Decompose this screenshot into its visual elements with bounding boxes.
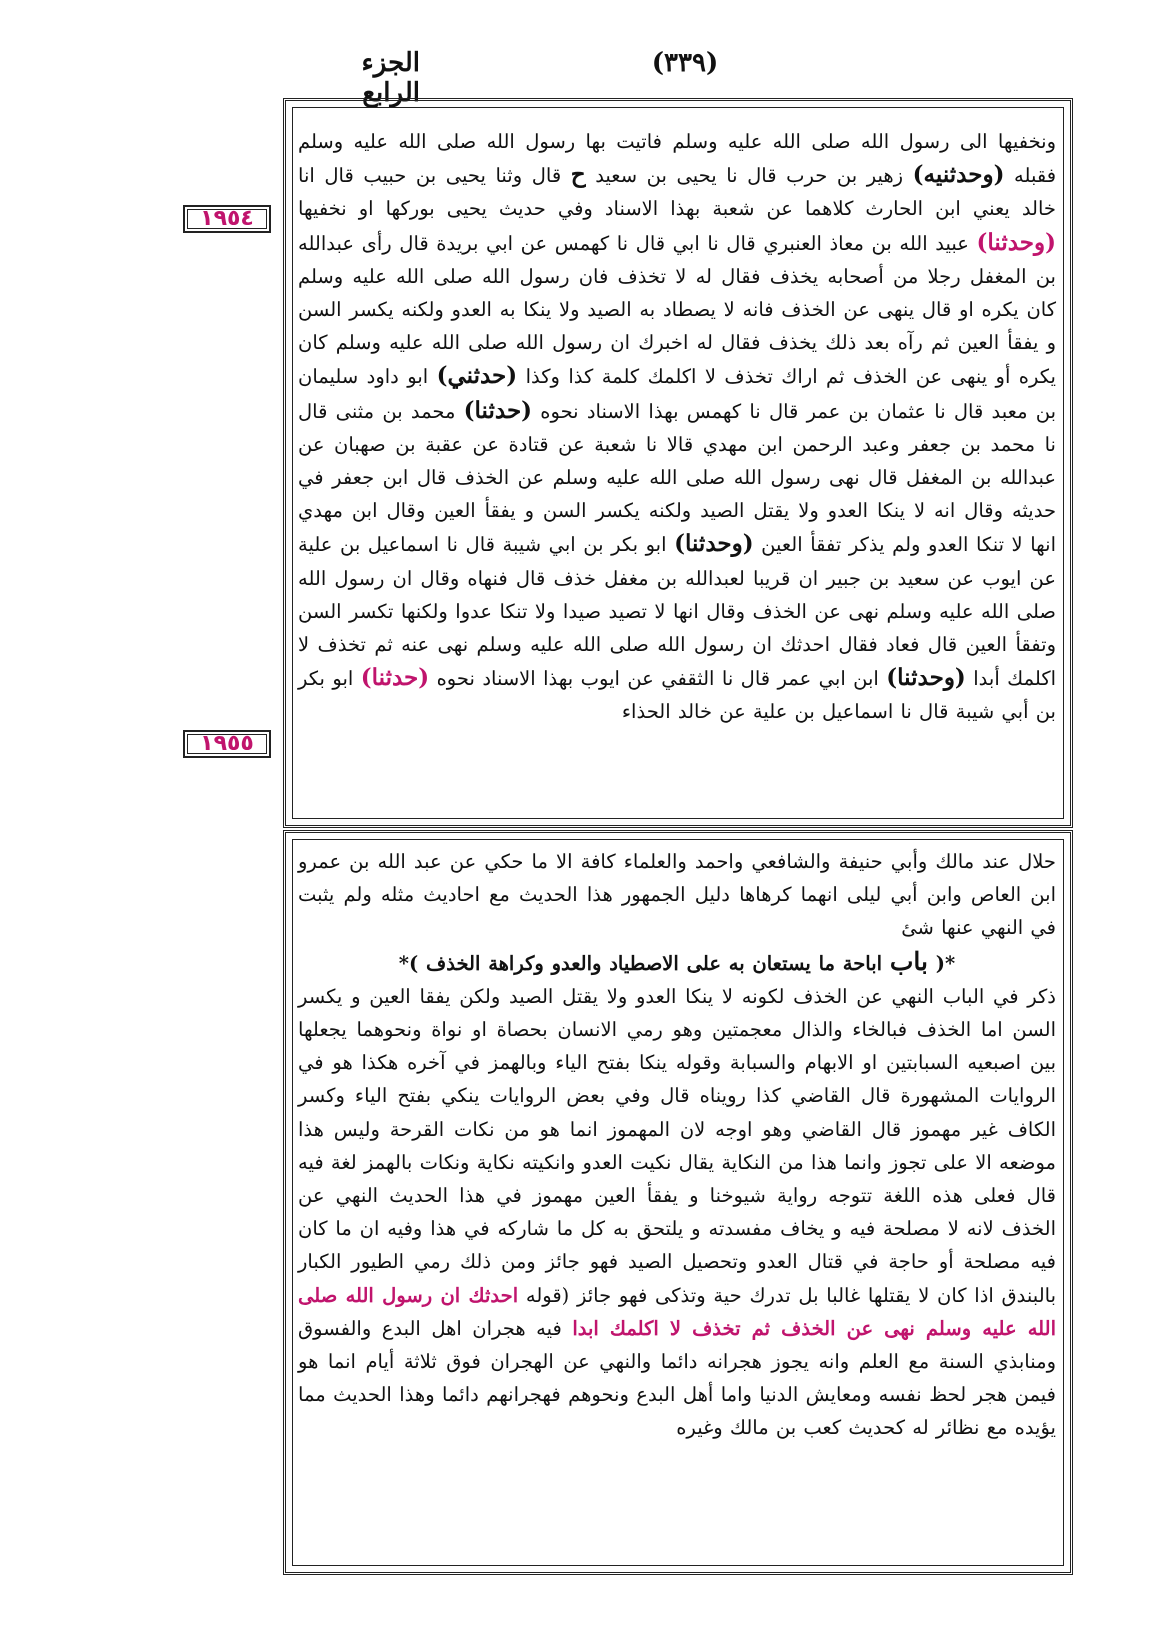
volume-title: الجزء الرابع xyxy=(361,48,420,108)
narration-keyword: (حدثنا) xyxy=(463,396,533,424)
chapter-heading-mark: *( xyxy=(927,951,956,975)
matn-segment: ابن ابي عمر قال نا الثقفي عن ايوب بهذا الاسناد نحوه xyxy=(436,667,879,691)
chapter-heading xyxy=(298,945,1056,980)
sharh-paragraph: ذكر في الباب النهي عن الخذف لكونه لا ينكا العدو ولا يقتل الصيد ولكن يفقا العين و يكسر السن اما الخذف فبالخاء والذال معجمتين وهو رمي الانسان بحصاة او نواة ونحوهما يجعلها بين اصبعيه السبابتين او الابهام والسبابة وقوله ينكا بفتح الياء وبالهمز في آخره هكذا هو في الروايات المشهورة قال القاضي كذا رويناه قال وفي بعض الروايات ينكي بفتح الياء وكسر الكاف غير مهموز قال القاضي وهو اوجه لان المهموز انما هو من نكات القرحة وليس هذا موضعه الا على تجوز وانما هذا من النكاية يقال نكيت العدو وانكيته نكاية ونكات بالهمز لغة فيه قال فعلى هذه اللغة تتوجه رواية شيوخنا و يفقأ العين مهموز في هذا الحديث النهي عن الخذف لانه لا مصلحة فيه و يخاف مفسدته و يلتحق به كل ما شاركه في هذا وفيه ان ما كان فيه مصلحة أو حاجة في قتال العدو وتحصيل الصيد فهو جائز ومن ذلك رمي الطيور الكبار بالبندق اذا كان لا يقتلها غالبا بل تدرك حية وتذكى فهو جائز (قوله xyxy=(298,984,1057,1307)
matn-segment: قال وثنا يحيى بن حبيب قال انا خالد يعني ابن الحارث كلاهما عن شعبة بهذا الاسناد وفي حديث يحيى بوركها او نخفيها xyxy=(298,164,1056,221)
sharh-paragraph: فيه هجران اهل البدع والفسوق ومنابذي السنة مع العلم وانه يجوز هجرانه دائما والنهي عن الهجران فوق ثلاثة أيام انما هو فيمن هجر لحظ نفسه ومعايش الدنيا واما أهل البدع ونحوهم فهجرانهم دائما وهذا الحديث مما يؤيده مع نظائر له كحديث كعب بن مالك وغيره xyxy=(298,1316,1056,1440)
matn-segment: ونخفيها الى رسول الله صلى الله عليه وسلم فاتيت بها رسول الله صلى الله عليه وسلم فقبله xyxy=(298,130,1057,188)
matn-segment: ابو بكر بن ابي شيبة قال نا اسماعيل بن علية عن ايوب عن سعيد بن جبير ان قريبا لعبدالله بن مغفل خذف قال فنهاه وقال ان رسول الله صلى الله عليه وسلم نهى عن الخذف وقال انها لا تصيد صيدا ولا تنكا عدوا ولكنها تكسر السن وتفقأ العين قال فعاد فقال احدثك ان رسول الله صلى الله عليه وسلم نهى عنه ثم تخذف لا اكلمك أبدا xyxy=(298,533,1057,691)
narration-keyword: (وحدثنيه) xyxy=(912,161,1005,189)
hadith-number-badge: ١٩٥٤ xyxy=(183,205,271,233)
page-number: (٣٣٩) xyxy=(651,48,719,78)
matn-frame xyxy=(283,98,1073,828)
matn-segment: محمد بن مثنى قال نا محمد بن جعفر وعبد الرحمن ابن مهدي قالا نا شعبة عن قتادة عن عقبة بن صهبان عن عبدالله بن المغفل قال نهى رسول الله صلى الله عليه وسلم عن الخذف قال ابن جعفر في حديثه وقال انه لا ينكا العدو ولا يقتل الصيد ولكنه يكسر السن و يفقأ العين وقال ابن مهدي انها لا تنكا العدو ولم يذكر تفقأ العين xyxy=(298,399,1057,557)
chapter-heading-title: اباحة ما يستعان به على الاصطياد والعدو وكراهة الخذف )* xyxy=(398,951,890,975)
matn-text xyxy=(298,125,1056,729)
narration-keyword: (وحدثنا) xyxy=(976,228,1056,256)
narration-keyword: (حدثنا) xyxy=(360,664,430,692)
matn-segment: ابو داود سليمان بن معبد قال نا عثمان بن عمر قال نا كهمس بهذا الاسناد نحوه xyxy=(298,365,1057,423)
narration-keyword: (حدثني) xyxy=(436,362,518,390)
tahwil-marker: ح xyxy=(570,161,586,189)
sharh-text xyxy=(298,845,1056,1445)
quoted-hadith-highlight: احدثك ان رسول الله صلى الله عليه وسلم نهى عن الخذف ثم تخذف لا اكلمك ابدا xyxy=(298,1283,1056,1340)
hadith-number-badge: ١٩٥٥ xyxy=(183,730,271,758)
narration-keyword: (وحدثنا) xyxy=(674,530,754,558)
matn-segment: ابو بكر بن أبي شيبة قال نا اسماعيل بن علية عن خالد الحذاء xyxy=(298,667,1056,724)
sharh-paragraph: حلال عند مالك وأبي حنيفة والشافعي واحمد والعلماء كافة الا ما حكي عن عبد الله بن عمرو ابن العاص وابن أبي ليلى انهما كرهاها دليل الجمهور هذا الحديث مع احاديث مثله ولم يثبت في النهي عنها شئ xyxy=(298,850,1056,940)
sharh-frame xyxy=(283,830,1073,1575)
narration-keyword: (وحدثنا) xyxy=(886,664,966,692)
matn-segment: عبيد الله بن معاذ العنبري قال نا ابي قال نا كهمس عن ابي بريدة قال رأى عبدالله بن المغفل رجلا من أصحابه يخذف فقال له لا تخذف فان رسول الله صلى الله عليه وسلم كان يكره او قال ينهى عن الخذف فانه لا يصطاد به الصيد ولا ينكا به العدو ولكنه يكسر السن و يفقأ العين ثم رآه بعد ذلك يخذف فقال له اخبرك ان رسول الله صلى الله عليه وسلم كان يكره أو ينهى عن الخذف ثم اراك تخذف لا اكلمك كلمة كذا وكذا xyxy=(298,231,1056,389)
chapter-heading-word: باب xyxy=(889,946,928,976)
matn-segment: زهير بن حرب قال نا يحيى بن سعيد xyxy=(595,164,904,188)
